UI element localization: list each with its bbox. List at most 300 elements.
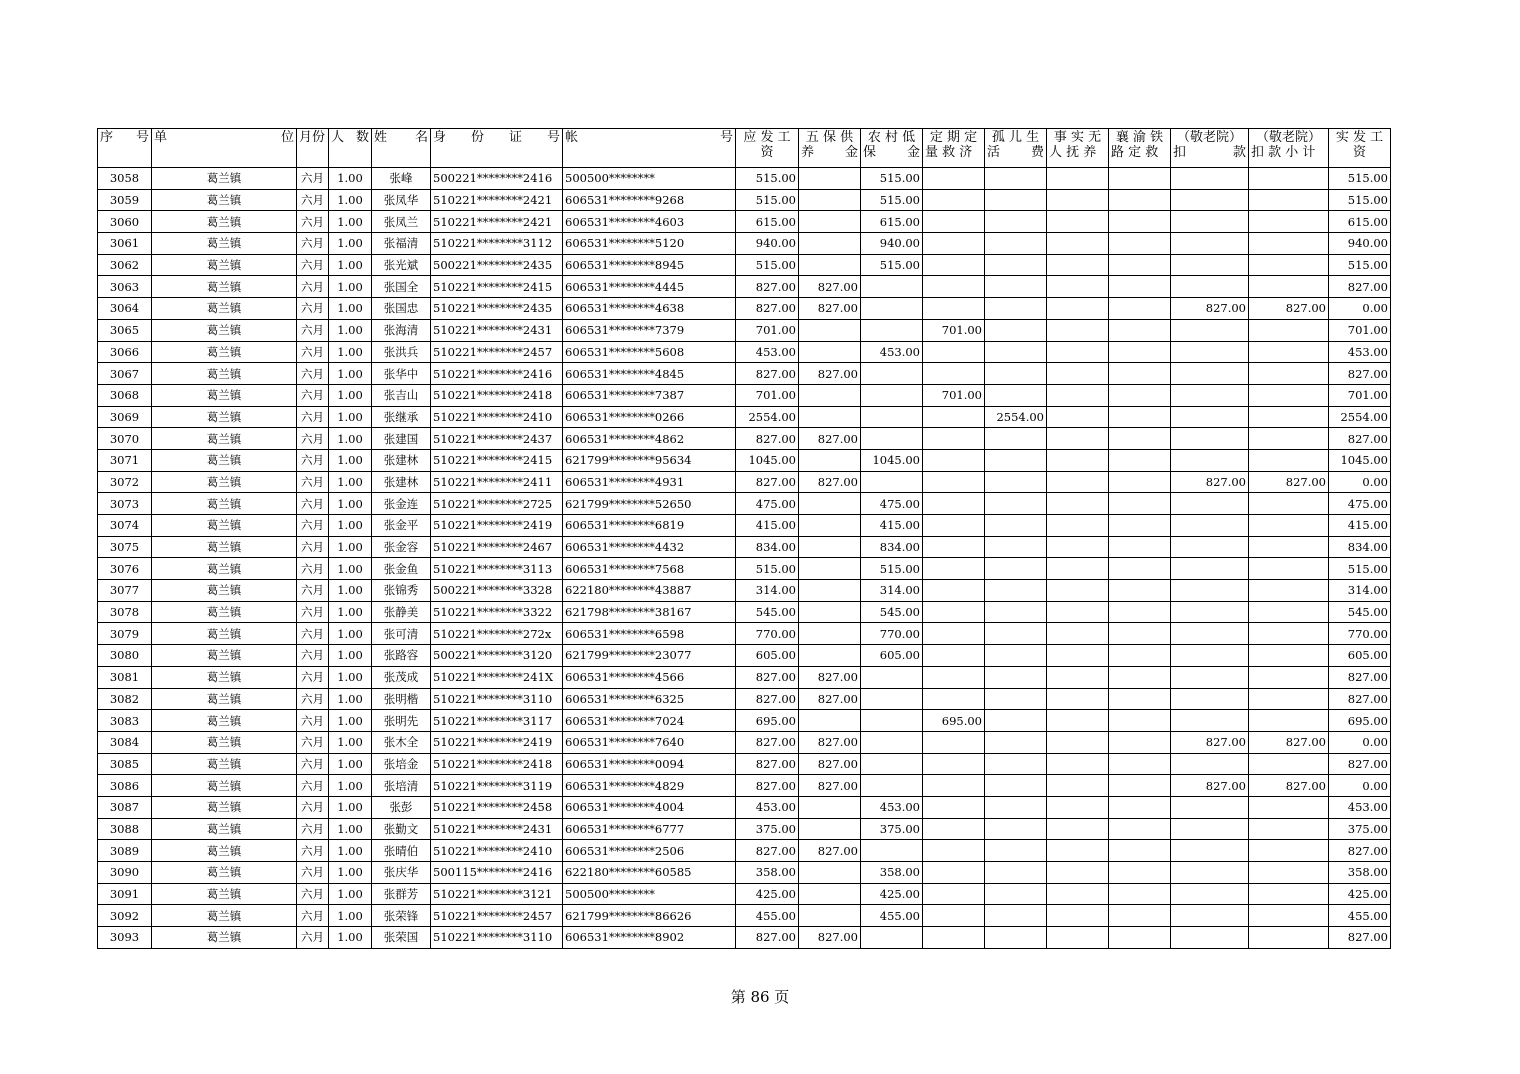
cell-wubao <box>799 818 861 840</box>
cell-idcard: 510221********2415 <box>431 276 563 298</box>
cell-xiangyu <box>1109 601 1171 623</box>
cell-idcard: 510221********2458 <box>431 796 563 818</box>
cell-shishi <box>1047 233 1109 255</box>
cell-jly-deduct <box>1171 211 1249 233</box>
cell-account: 606531********6819 <box>563 515 736 537</box>
cell-dingliang <box>923 645 985 667</box>
cell-account: 606531********4603 <box>563 211 736 233</box>
cell-name: 张光斌 <box>372 254 431 276</box>
cell-jly-subtotal <box>1249 276 1329 298</box>
cell-seq: 3087 <box>98 796 152 818</box>
table-row <box>98 211 1391 233</box>
cell-unit: 葛兰镇 <box>152 927 297 949</box>
cell-jly-subtotal <box>1249 319 1329 341</box>
cell-idcard: 510221********2457 <box>431 905 563 927</box>
cell-xiangyu <box>1109 384 1171 406</box>
cell-name: 张福清 <box>372 233 431 255</box>
cell-name: 张可清 <box>372 623 431 645</box>
cell-jly-deduct <box>1171 384 1249 406</box>
cell-seq: 3086 <box>98 775 152 797</box>
cell-idcard: 510221********2411 <box>431 471 563 493</box>
cell-idcard: 510221********2415 <box>431 449 563 471</box>
cell-shishi <box>1047 753 1109 775</box>
table-row <box>98 862 1391 884</box>
cell-jly-subtotal <box>1249 753 1329 775</box>
cell-dingliang <box>923 428 985 450</box>
cell-payable: 545.00 <box>736 601 799 623</box>
table-row <box>98 710 1391 732</box>
cell-shishi <box>1047 601 1109 623</box>
cell-shishi <box>1047 580 1109 602</box>
cell-dibao <box>861 710 923 732</box>
cell-seq: 3065 <box>98 319 152 341</box>
table-row <box>98 536 1391 558</box>
cell-idcard: 510221********2467 <box>431 536 563 558</box>
cell-unit: 葛兰镇 <box>152 623 297 645</box>
cell-month: 六月 <box>297 731 329 753</box>
cell-dibao <box>861 927 923 949</box>
cell-dingliang <box>923 731 985 753</box>
cell-actual: 940.00 <box>1329 233 1391 255</box>
cell-unit: 葛兰镇 <box>152 233 297 255</box>
cell-dibao <box>861 753 923 775</box>
cell-unit: 葛兰镇 <box>152 666 297 688</box>
cell-seq: 3059 <box>98 189 152 211</box>
cell-xiangyu <box>1109 298 1171 320</box>
cell-dingliang <box>923 580 985 602</box>
cell-dibao: 615.00 <box>861 211 923 233</box>
cell-count: 1.00 <box>329 731 372 753</box>
cell-jly-subtotal <box>1249 493 1329 515</box>
cell-payable: 827.00 <box>736 731 799 753</box>
cell-seq: 3070 <box>98 428 152 450</box>
table-row <box>98 645 1391 667</box>
cell-jly-subtotal <box>1249 189 1329 211</box>
table-row <box>98 753 1391 775</box>
cell-account: 621799********95634 <box>563 449 736 471</box>
table-row <box>98 168 1391 190</box>
header-payable: 应 发 工 资 <box>736 129 799 168</box>
cell-account: 606531********8902 <box>563 927 736 949</box>
cell-jly-subtotal <box>1249 406 1329 428</box>
cell-account: 606531********6777 <box>563 818 736 840</box>
header-count: 人 数 <box>329 129 372 168</box>
cell-seq: 3091 <box>98 883 152 905</box>
cell-account: 606531********4566 <box>563 666 736 688</box>
cell-orphan: 2554.00 <box>985 406 1047 428</box>
cell-seq: 3088 <box>98 818 152 840</box>
cell-name: 张晴伯 <box>372 840 431 862</box>
cell-month: 六月 <box>297 168 329 190</box>
cell-seq: 3079 <box>98 623 152 645</box>
cell-shishi <box>1047 775 1109 797</box>
cell-actual: 0.00 <box>1329 298 1391 320</box>
table-row <box>98 601 1391 623</box>
cell-payable: 834.00 <box>736 536 799 558</box>
cell-count: 1.00 <box>329 471 372 493</box>
cell-count: 1.00 <box>329 558 372 580</box>
cell-actual: 827.00 <box>1329 688 1391 710</box>
cell-xiangyu <box>1109 449 1171 471</box>
cell-name: 张建林 <box>372 471 431 493</box>
cell-jly-subtotal <box>1249 211 1329 233</box>
cell-month: 六月 <box>297 341 329 363</box>
cell-shishi <box>1047 927 1109 949</box>
cell-xiangyu <box>1109 341 1171 363</box>
cell-dingliang <box>923 449 985 471</box>
table-row <box>98 298 1391 320</box>
cell-dibao: 515.00 <box>861 254 923 276</box>
cell-jly-deduct <box>1171 558 1249 580</box>
cell-jly-subtotal <box>1249 710 1329 732</box>
cell-payable: 314.00 <box>736 580 799 602</box>
cell-count: 1.00 <box>329 493 372 515</box>
cell-count: 1.00 <box>329 601 372 623</box>
cell-seq: 3083 <box>98 710 152 732</box>
cell-orphan <box>985 623 1047 645</box>
cell-month: 六月 <box>297 254 329 276</box>
cell-dibao: 475.00 <box>861 493 923 515</box>
cell-dingliang <box>923 276 985 298</box>
table-row <box>98 319 1391 341</box>
cell-seq: 3085 <box>98 753 152 775</box>
cell-orphan <box>985 276 1047 298</box>
cell-month: 六月 <box>297 753 329 775</box>
cell-shishi <box>1047 731 1109 753</box>
cell-seq: 3063 <box>98 276 152 298</box>
cell-payable: 827.00 <box>736 276 799 298</box>
cell-idcard: 510221********2431 <box>431 818 563 840</box>
cell-unit: 葛兰镇 <box>152 645 297 667</box>
cell-idcard: 510221********3121 <box>431 883 563 905</box>
cell-month: 六月 <box>297 493 329 515</box>
cell-shishi <box>1047 515 1109 537</box>
table-row <box>98 580 1391 602</box>
cell-jly-deduct <box>1171 862 1249 884</box>
cell-name: 张木全 <box>372 731 431 753</box>
table-row <box>98 428 1391 450</box>
cell-count: 1.00 <box>329 254 372 276</box>
cell-month: 六月 <box>297 233 329 255</box>
cell-seq: 3062 <box>98 254 152 276</box>
cell-account: 606531********5608 <box>563 341 736 363</box>
cell-name: 张彭 <box>372 796 431 818</box>
cell-jly-subtotal <box>1249 666 1329 688</box>
cell-count: 1.00 <box>329 883 372 905</box>
cell-jly-deduct <box>1171 493 1249 515</box>
cell-count: 1.00 <box>329 515 372 537</box>
cell-name: 张锦秀 <box>372 580 431 602</box>
cell-jly-subtotal <box>1249 384 1329 406</box>
cell-month: 六月 <box>297 775 329 797</box>
cell-xiangyu <box>1109 536 1171 558</box>
cell-shishi <box>1047 645 1109 667</box>
cell-jly-subtotal <box>1249 623 1329 645</box>
cell-account: 606531********2506 <box>563 840 736 862</box>
cell-unit: 葛兰镇 <box>152 905 297 927</box>
cell-seq: 3068 <box>98 384 152 406</box>
cell-dingliang <box>923 536 985 558</box>
cell-seq: 3069 <box>98 406 152 428</box>
cell-count: 1.00 <box>329 189 372 211</box>
cell-jly-deduct <box>1171 710 1249 732</box>
header-row <box>98 129 1391 168</box>
table-row <box>98 775 1391 797</box>
cell-idcard: 510221********3110 <box>431 927 563 949</box>
cell-dibao: 358.00 <box>861 862 923 884</box>
cell-account: 606531********7379 <box>563 319 736 341</box>
cell-jly-deduct <box>1171 428 1249 450</box>
cell-month: 六月 <box>297 601 329 623</box>
cell-actual: 375.00 <box>1329 818 1391 840</box>
table-row <box>98 341 1391 363</box>
cell-dibao: 453.00 <box>861 341 923 363</box>
cell-wubao <box>799 319 861 341</box>
cell-shishi <box>1047 189 1109 211</box>
cell-idcard: 510221********3119 <box>431 775 563 797</box>
cell-shishi <box>1047 840 1109 862</box>
cell-wubao <box>799 168 861 190</box>
cell-count: 1.00 <box>329 406 372 428</box>
cell-name: 张庆华 <box>372 862 431 884</box>
cell-shishi <box>1047 211 1109 233</box>
cell-month: 六月 <box>297 298 329 320</box>
cell-count: 1.00 <box>329 796 372 818</box>
cell-payable: 375.00 <box>736 818 799 840</box>
cell-count: 1.00 <box>329 536 372 558</box>
cell-unit: 葛兰镇 <box>152 710 297 732</box>
cell-idcard: 500221********2435 <box>431 254 563 276</box>
cell-xiangyu <box>1109 688 1171 710</box>
cell-account: 606531********4931 <box>563 471 736 493</box>
cell-seq: 3093 <box>98 927 152 949</box>
table-row <box>98 254 1391 276</box>
cell-jly-deduct <box>1171 905 1249 927</box>
cell-payable: 358.00 <box>736 862 799 884</box>
cell-shishi <box>1047 384 1109 406</box>
cell-jly-deduct: 827.00 <box>1171 775 1249 797</box>
table-row <box>98 558 1391 580</box>
cell-idcard: 510221********2419 <box>431 731 563 753</box>
cell-orphan <box>985 840 1047 862</box>
cell-account: 606531********4862 <box>563 428 736 450</box>
cell-payable: 455.00 <box>736 905 799 927</box>
cell-payable: 701.00 <box>736 319 799 341</box>
cell-dingliang <box>923 601 985 623</box>
cell-month: 六月 <box>297 796 329 818</box>
table-row <box>98 406 1391 428</box>
cell-shishi <box>1047 905 1109 927</box>
cell-seq: 3060 <box>98 211 152 233</box>
cell-dingliang <box>923 471 985 493</box>
cell-xiangyu <box>1109 233 1171 255</box>
cell-seq: 3078 <box>98 601 152 623</box>
cell-dibao: 940.00 <box>861 233 923 255</box>
cell-xiangyu <box>1109 905 1171 927</box>
cell-orphan <box>985 449 1047 471</box>
cell-name: 张凤华 <box>372 189 431 211</box>
cell-dibao: 834.00 <box>861 536 923 558</box>
table-row <box>98 927 1391 949</box>
cell-dingliang <box>923 363 985 385</box>
cell-orphan <box>985 927 1047 949</box>
cell-dingliang <box>923 927 985 949</box>
cell-wubao: 827.00 <box>799 731 861 753</box>
table-row <box>98 384 1391 406</box>
cell-actual: 0.00 <box>1329 731 1391 753</box>
cell-wubao <box>799 406 861 428</box>
cell-jly-deduct <box>1171 927 1249 949</box>
cell-jly-deduct <box>1171 883 1249 905</box>
cell-unit: 葛兰镇 <box>152 753 297 775</box>
table-row <box>98 189 1391 211</box>
cell-actual: 605.00 <box>1329 645 1391 667</box>
cell-xiangyu <box>1109 189 1171 211</box>
cell-orphan <box>985 601 1047 623</box>
cell-wubao <box>799 862 861 884</box>
cell-shishi <box>1047 319 1109 341</box>
cell-month: 六月 <box>297 645 329 667</box>
cell-dibao <box>861 319 923 341</box>
table-row <box>98 883 1391 905</box>
cell-jly-deduct <box>1171 233 1249 255</box>
cell-unit: 葛兰镇 <box>152 862 297 884</box>
cell-dibao: 314.00 <box>861 580 923 602</box>
cell-actual: 770.00 <box>1329 623 1391 645</box>
cell-jly-deduct <box>1171 254 1249 276</box>
cell-dingliang <box>923 905 985 927</box>
cell-seq: 3072 <box>98 471 152 493</box>
cell-unit: 葛兰镇 <box>152 536 297 558</box>
header-actual: 实 发 工 资 <box>1329 129 1391 168</box>
cell-dingliang <box>923 862 985 884</box>
cell-actual: 425.00 <box>1329 883 1391 905</box>
header-account: 帐 号 <box>563 129 736 168</box>
cell-xiangyu <box>1109 840 1171 862</box>
cell-orphan <box>985 558 1047 580</box>
cell-jly-subtotal <box>1249 363 1329 385</box>
cell-jly-deduct <box>1171 276 1249 298</box>
page-number: 第 86 页 <box>730 988 790 1006</box>
cell-dingliang <box>923 211 985 233</box>
cell-idcard: 510221********2421 <box>431 189 563 211</box>
cell-wubao <box>799 645 861 667</box>
cell-name: 张建林 <box>372 449 431 471</box>
cell-month: 六月 <box>297 363 329 385</box>
cell-xiangyu <box>1109 645 1171 667</box>
cell-idcard: 510221********2410 <box>431 840 563 862</box>
cell-seq: 3081 <box>98 666 152 688</box>
cell-actual: 545.00 <box>1329 601 1391 623</box>
cell-seq: 3082 <box>98 688 152 710</box>
cell-jly-subtotal <box>1249 840 1329 862</box>
cell-actual: 827.00 <box>1329 753 1391 775</box>
cell-idcard: 500221********3120 <box>431 645 563 667</box>
cell-dibao: 605.00 <box>861 645 923 667</box>
cell-month: 六月 <box>297 319 329 341</box>
cell-wubao <box>799 883 861 905</box>
cell-count: 1.00 <box>329 666 372 688</box>
header-jly-subtotal: （敬老院） 扣 款 小 计 <box>1249 129 1329 168</box>
cell-wubao: 827.00 <box>799 688 861 710</box>
cell-jly-deduct <box>1171 688 1249 710</box>
cell-jly-deduct <box>1171 753 1249 775</box>
cell-account: 606531********0266 <box>563 406 736 428</box>
cell-dingliang <box>923 558 985 580</box>
cell-actual: 1045.00 <box>1329 449 1391 471</box>
cell-wubao: 827.00 <box>799 927 861 949</box>
cell-payable: 827.00 <box>736 840 799 862</box>
cell-dibao: 415.00 <box>861 515 923 537</box>
cell-orphan <box>985 731 1047 753</box>
cell-account: 500500******** <box>563 883 736 905</box>
cell-orphan <box>985 883 1047 905</box>
table-row <box>98 363 1391 385</box>
cell-actual: 515.00 <box>1329 558 1391 580</box>
cell-dingliang <box>923 233 985 255</box>
table-row <box>98 276 1391 298</box>
cell-account: 621798********38167 <box>563 601 736 623</box>
cell-actual: 615.00 <box>1329 211 1391 233</box>
cell-unit: 葛兰镇 <box>152 168 297 190</box>
cell-unit: 葛兰镇 <box>152 406 297 428</box>
cell-name: 张群芳 <box>372 883 431 905</box>
cell-account: 606531********4845 <box>563 363 736 385</box>
cell-jly-deduct <box>1171 601 1249 623</box>
cell-unit: 葛兰镇 <box>152 471 297 493</box>
cell-month: 六月 <box>297 883 329 905</box>
cell-orphan <box>985 471 1047 493</box>
cell-dibao: 770.00 <box>861 623 923 645</box>
cell-dingliang <box>923 254 985 276</box>
cell-wubao: 827.00 <box>799 753 861 775</box>
cell-seq: 3071 <box>98 449 152 471</box>
table-row <box>98 840 1391 862</box>
table-row <box>98 449 1391 471</box>
cell-unit: 葛兰镇 <box>152 775 297 797</box>
cell-count: 1.00 <box>329 211 372 233</box>
cell-count: 1.00 <box>329 580 372 602</box>
cell-seq: 3090 <box>98 862 152 884</box>
cell-month: 六月 <box>297 666 329 688</box>
cell-xiangyu <box>1109 493 1171 515</box>
cell-actual: 827.00 <box>1329 363 1391 385</box>
cell-wubao: 827.00 <box>799 298 861 320</box>
table-row <box>98 493 1391 515</box>
cell-shishi <box>1047 406 1109 428</box>
cell-payable: 615.00 <box>736 211 799 233</box>
cell-dibao <box>861 471 923 493</box>
cell-dibao: 455.00 <box>861 905 923 927</box>
cell-wubao: 827.00 <box>799 840 861 862</box>
cell-seq: 3084 <box>98 731 152 753</box>
cell-jly-deduct <box>1171 623 1249 645</box>
cell-jly-subtotal <box>1249 818 1329 840</box>
cell-wubao <box>799 536 861 558</box>
cell-shishi <box>1047 883 1109 905</box>
cell-jly-deduct <box>1171 840 1249 862</box>
cell-orphan <box>985 645 1047 667</box>
header-jly-deduct: （敬老院） 扣 款 <box>1171 129 1249 168</box>
cell-orphan <box>985 233 1047 255</box>
cell-count: 1.00 <box>329 233 372 255</box>
cell-dibao <box>861 666 923 688</box>
cell-wubao <box>799 558 861 580</box>
cell-jly-deduct <box>1171 341 1249 363</box>
cell-xiangyu <box>1109 471 1171 493</box>
cell-orphan <box>985 862 1047 884</box>
cell-jly-deduct <box>1171 168 1249 190</box>
